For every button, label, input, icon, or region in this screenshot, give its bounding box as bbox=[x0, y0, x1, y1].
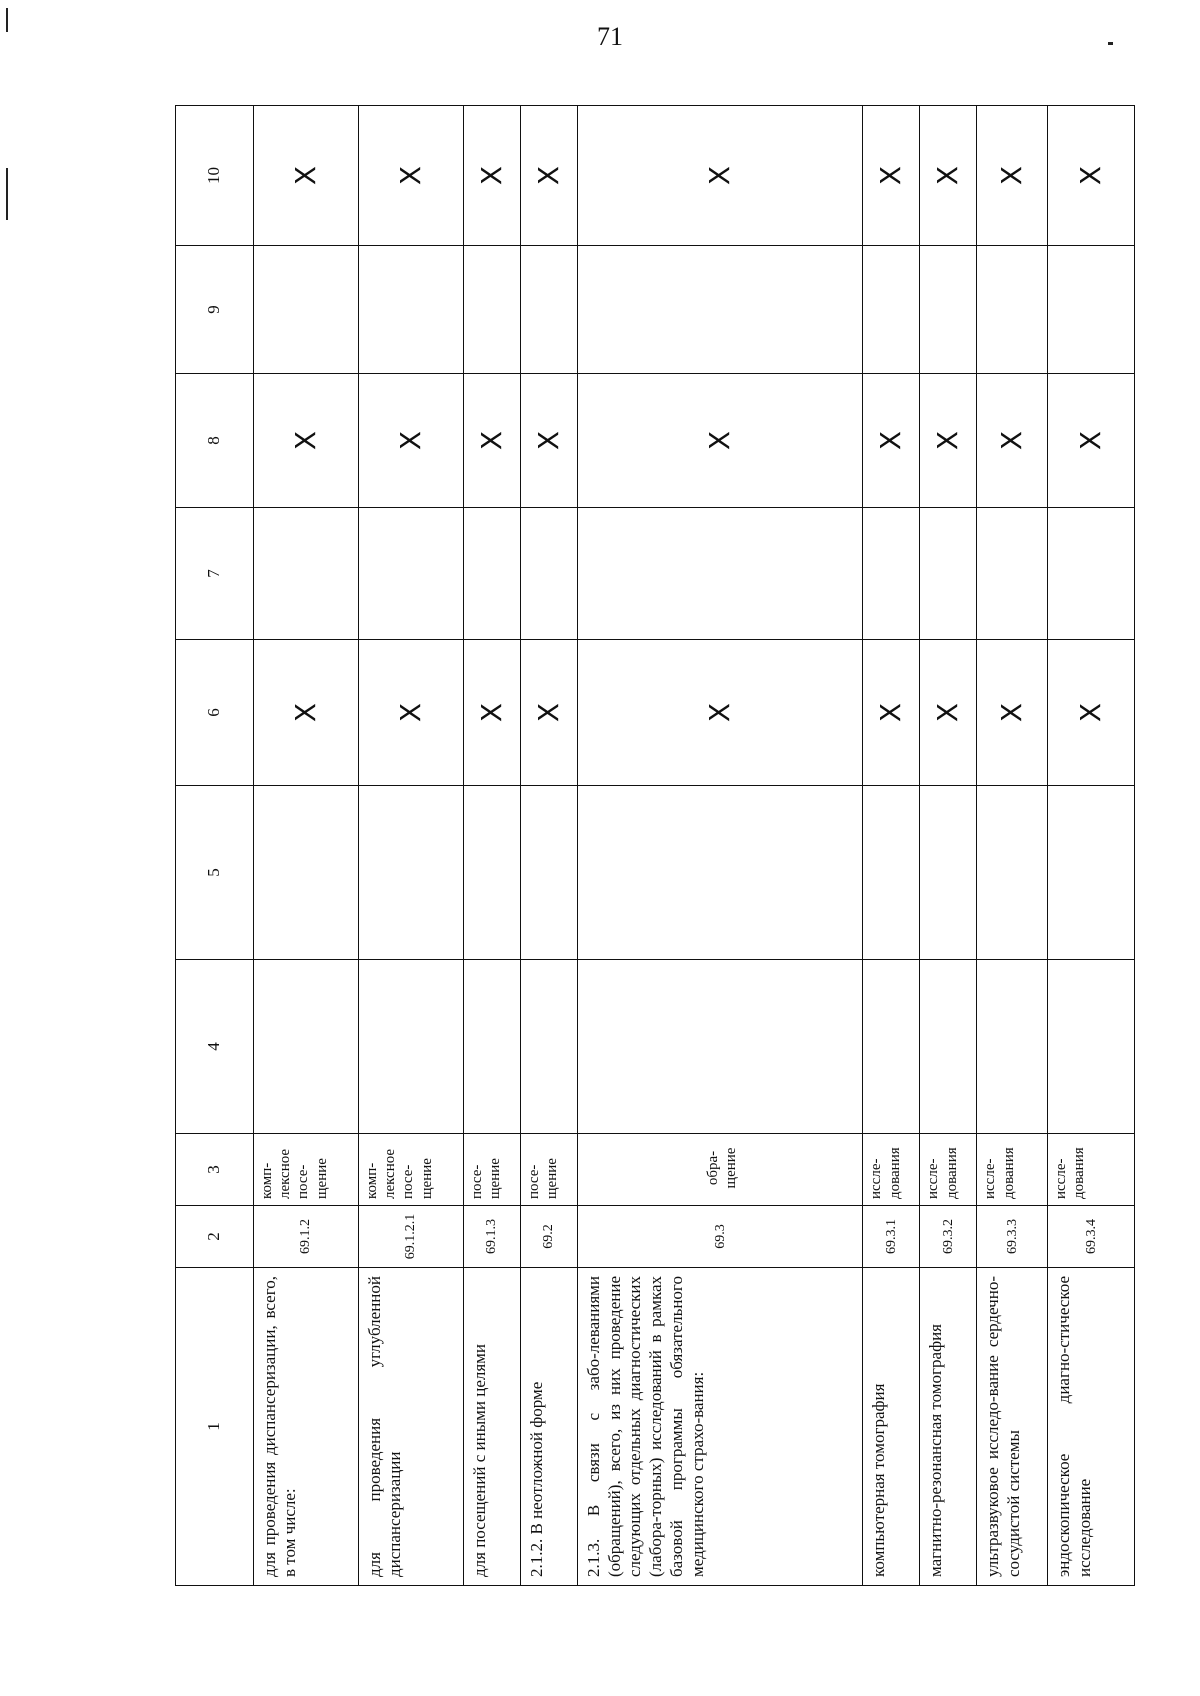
col7-cell bbox=[253, 508, 358, 640]
col10-cell: X bbox=[358, 106, 463, 246]
col5-cell bbox=[463, 786, 520, 960]
column-header: 5 bbox=[176, 786, 254, 960]
col9-cell bbox=[1048, 246, 1135, 374]
row-unit-cell: иссле-дования bbox=[977, 1134, 1048, 1206]
col9-cell bbox=[358, 246, 463, 374]
col10-cell: X bbox=[463, 106, 520, 246]
page-number: 71 bbox=[597, 22, 623, 51]
table-row bbox=[577, 106, 862, 1586]
column-header: 3 bbox=[176, 1134, 254, 1206]
column-header: 6 bbox=[176, 640, 254, 786]
col8-cell: X bbox=[253, 374, 358, 508]
col10-cell: X bbox=[577, 106, 862, 246]
col10-cell: X bbox=[520, 106, 577, 246]
table-row bbox=[863, 106, 920, 1586]
col5-cell bbox=[577, 786, 862, 960]
col6-cell: X bbox=[977, 640, 1048, 786]
col5-cell bbox=[920, 786, 977, 960]
row-code-cell: 69.2 bbox=[520, 1206, 577, 1268]
row-unit-cell: комп-лексное посе-щение bbox=[253, 1134, 358, 1206]
col6-cell: X bbox=[358, 640, 463, 786]
col4-cell bbox=[577, 960, 862, 1134]
col10-cell: X bbox=[863, 106, 920, 246]
row-code-cell: 69.3.1 bbox=[863, 1206, 920, 1268]
col8-cell: X bbox=[577, 374, 862, 508]
col4-cell bbox=[520, 960, 577, 1134]
column-header: 1 bbox=[176, 1268, 254, 1586]
col8-cell: X bbox=[920, 374, 977, 508]
col4-cell bbox=[920, 960, 977, 1134]
data-table bbox=[175, 105, 1135, 1586]
col10-cell: X bbox=[920, 106, 977, 246]
column-header: 8 bbox=[176, 374, 254, 508]
row-name-cell: компьютерная томография bbox=[863, 1268, 920, 1586]
col9-cell bbox=[863, 246, 920, 374]
col7-cell bbox=[463, 508, 520, 640]
col7-cell bbox=[577, 508, 862, 640]
scan-mark bbox=[1108, 42, 1113, 45]
row-name-cell: ультразвуковое исследо-вание сердечно-сосудистой системы bbox=[977, 1268, 1048, 1586]
col9-cell bbox=[977, 246, 1048, 374]
col6-cell: X bbox=[520, 640, 577, 786]
table-row bbox=[358, 106, 463, 1586]
col4-cell bbox=[863, 960, 920, 1134]
column-header: 4 bbox=[176, 960, 254, 1134]
col4-cell bbox=[358, 960, 463, 1134]
column-header: 9 bbox=[176, 246, 254, 374]
col8-cell: X bbox=[977, 374, 1048, 508]
rotated-table-wrapper bbox=[175, 106, 1135, 1586]
column-header: 2 bbox=[176, 1206, 254, 1268]
col5-cell bbox=[977, 786, 1048, 960]
row-unit-cell: посе-щение bbox=[463, 1134, 520, 1206]
table-row bbox=[920, 106, 977, 1586]
col9-cell bbox=[463, 246, 520, 374]
col9-cell bbox=[253, 246, 358, 374]
col4-cell bbox=[1048, 960, 1135, 1134]
row-unit-cell: обра-щение bbox=[577, 1134, 862, 1206]
table-row bbox=[1048, 106, 1135, 1586]
row-name-cell: магнитно-резонансная томография bbox=[920, 1268, 977, 1586]
table-body bbox=[176, 106, 1135, 1586]
row-name-cell: эндоскопическое диагно-стическое исследование bbox=[1048, 1268, 1135, 1586]
col6-cell: X bbox=[253, 640, 358, 786]
col8-cell: X bbox=[863, 374, 920, 508]
col5-cell bbox=[1048, 786, 1135, 960]
col4-cell bbox=[463, 960, 520, 1134]
col6-cell: X bbox=[577, 640, 862, 786]
row-code-cell: 69.1.2.1 bbox=[358, 1206, 463, 1268]
row-unit-cell: иссле-дования bbox=[863, 1134, 920, 1206]
row-unit-cell: иссле-дования bbox=[1048, 1134, 1135, 1206]
col8-cell: X bbox=[1048, 374, 1135, 508]
row-name-cell: для проведения углубленной диспансеризации bbox=[358, 1268, 463, 1586]
col5-cell bbox=[863, 786, 920, 960]
col5-cell bbox=[358, 786, 463, 960]
row-name-cell: 2.1.2. В неотложной форме bbox=[520, 1268, 577, 1586]
col7-cell bbox=[977, 508, 1048, 640]
col8-cell: X bbox=[463, 374, 520, 508]
column-header: 7 bbox=[176, 508, 254, 640]
col5-cell bbox=[253, 786, 358, 960]
col5-cell bbox=[520, 786, 577, 960]
row-code-cell: 69.3 bbox=[577, 1206, 862, 1268]
col6-cell: X bbox=[463, 640, 520, 786]
row-code-cell: 69.1.2 bbox=[253, 1206, 358, 1268]
col4-cell bbox=[977, 960, 1048, 1134]
table-row bbox=[463, 106, 520, 1586]
row-code-cell: 69.3.4 bbox=[1048, 1206, 1135, 1268]
col10-cell: X bbox=[977, 106, 1048, 246]
col9-cell bbox=[520, 246, 577, 374]
col7-cell bbox=[1048, 508, 1135, 640]
row-code-cell: 69.3.2 bbox=[920, 1206, 977, 1268]
table-row bbox=[520, 106, 577, 1586]
col7-cell bbox=[520, 508, 577, 640]
col8-cell: X bbox=[358, 374, 463, 508]
header-row bbox=[176, 106, 254, 1586]
row-unit-cell: иссле-дования bbox=[920, 1134, 977, 1206]
col10-cell: X bbox=[1048, 106, 1135, 246]
row-unit-cell: комп-лексное посе-щение bbox=[358, 1134, 463, 1206]
row-name-cell: 2.1.3. В связи с забо-леваниями (обращений), всего, из них проведение следующих отдельных диагностических (лабора-торных) исследований в рамках базовой программы обязательного медицинского страхо-вания: bbox=[577, 1268, 862, 1586]
col9-cell bbox=[920, 246, 977, 374]
col9-cell bbox=[577, 246, 862, 374]
col7-cell bbox=[920, 508, 977, 640]
scan-mark bbox=[6, 168, 8, 220]
row-unit-cell: посе-щение bbox=[520, 1134, 577, 1206]
col7-cell bbox=[358, 508, 463, 640]
col6-cell: X bbox=[863, 640, 920, 786]
column-header: 10 bbox=[176, 106, 254, 246]
table-row bbox=[253, 106, 358, 1586]
col6-cell: X bbox=[920, 640, 977, 786]
col6-cell: X bbox=[1048, 640, 1135, 786]
col4-cell bbox=[253, 960, 358, 1134]
col7-cell bbox=[863, 508, 920, 640]
row-name-cell: для посещений с иными целями bbox=[463, 1268, 520, 1586]
col8-cell: X bbox=[520, 374, 577, 508]
row-name-cell: для проведения диспансеризации, всего, в том числе: bbox=[253, 1268, 358, 1586]
table-row bbox=[977, 106, 1048, 1586]
row-code-cell: 69.1.3 bbox=[463, 1206, 520, 1268]
scan-mark bbox=[6, 8, 8, 32]
col10-cell: X bbox=[253, 106, 358, 246]
row-code-cell: 69.3.3 bbox=[977, 1206, 1048, 1268]
